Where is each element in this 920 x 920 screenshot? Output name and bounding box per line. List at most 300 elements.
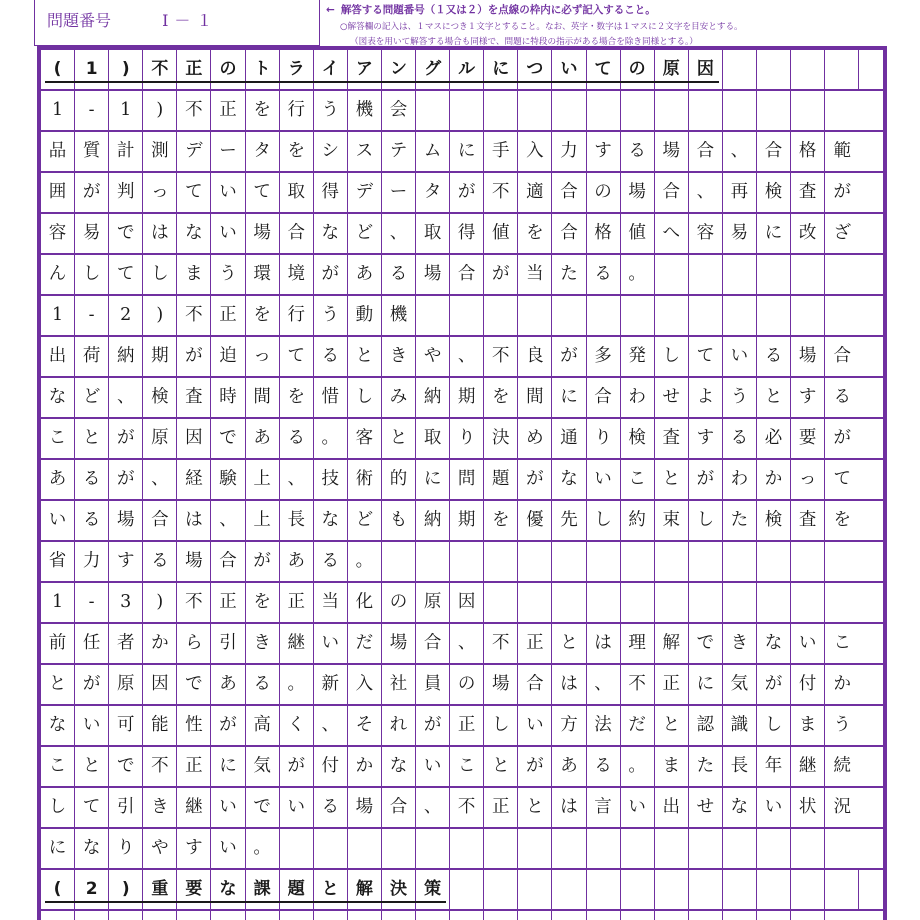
grid-cell[interactable]: 因 (450, 583, 484, 622)
grid-cell[interactable] (484, 911, 518, 920)
grid-cell[interactable]: が (246, 542, 280, 581)
grid-cell[interactable]: 取 (416, 419, 450, 458)
grid-cell[interactable]: れ (382, 706, 416, 745)
grid-cell[interactable]: 場 (791, 337, 825, 376)
grid-cell[interactable]: な (177, 214, 211, 253)
grid-cell[interactable] (450, 870, 484, 909)
grid-cell[interactable] (689, 583, 723, 622)
grid-cell[interactable]: に (211, 747, 245, 786)
grid-cell[interactable]: る (314, 542, 348, 581)
grid-cell[interactable] (382, 911, 416, 920)
grid-cell[interactable]: 正 (518, 624, 552, 663)
grid-cell[interactable]: 測 (143, 132, 177, 171)
grid-cell[interactable]: 性 (177, 706, 211, 745)
grid-cell[interactable]: 、 (109, 378, 143, 417)
grid-cell[interactable]: 可 (109, 706, 143, 745)
grid-cell[interactable]: こ (621, 460, 655, 499)
grid-cell[interactable] (689, 829, 723, 868)
grid-cell[interactable]: 場 (655, 132, 689, 171)
grid-cell[interactable]: 良 (518, 337, 552, 376)
grid-cell[interactable]: ー (382, 173, 416, 212)
grid-cell[interactable]: - (75, 91, 109, 130)
grid-cell[interactable]: 不 (143, 50, 177, 89)
grid-cell[interactable]: 場 (621, 173, 655, 212)
grid-cell[interactable]: 解 (348, 870, 382, 909)
grid-cell[interactable]: 合 (518, 665, 552, 704)
grid-cell[interactable]: へ (655, 214, 689, 253)
grid-cell[interactable]: 因 (177, 419, 211, 458)
grid-cell[interactable]: 問 (450, 460, 484, 499)
grid-cell[interactable] (280, 829, 314, 868)
grid-cell[interactable] (552, 91, 586, 130)
grid-cell[interactable]: 不 (484, 337, 518, 376)
grid-cell[interactable]: が (833, 181, 851, 202)
grid-cell[interactable]: や (416, 337, 450, 376)
grid-cell[interactable] (621, 296, 655, 335)
grid-cell[interactable]: が (757, 665, 791, 704)
grid-cell[interactable]: わ (723, 460, 757, 499)
grid-cell[interactable]: 策 (416, 870, 450, 909)
grid-cell[interactable]: か (143, 624, 177, 663)
grid-cell[interactable]: す (177, 829, 211, 868)
grid-cell[interactable]: し (348, 378, 382, 417)
grid-cell[interactable] (518, 542, 552, 581)
grid-cell[interactable]: し (75, 255, 109, 294)
grid-cell[interactable]: な (41, 378, 75, 417)
grid-cell[interactable]: 束 (655, 501, 689, 540)
grid-cell[interactable]: が (280, 747, 314, 786)
grid-cell[interactable] (791, 91, 825, 130)
grid-cell[interactable]: が (75, 665, 109, 704)
grid-cell[interactable]: 因 (143, 665, 177, 704)
grid-cell[interactable]: に (41, 829, 75, 868)
grid-cell[interactable]: り (109, 829, 143, 868)
grid-cell[interactable]: よ (689, 378, 723, 417)
grid-cell[interactable]: 認 (689, 706, 723, 745)
grid-cell[interactable]: な (382, 747, 416, 786)
grid-cell[interactable]: ど (348, 501, 382, 540)
grid-cell[interactable] (484, 829, 518, 868)
grid-cell[interactable]: す (587, 132, 621, 171)
grid-cell[interactable]: せ (689, 788, 723, 827)
grid-cell[interactable]: い (211, 173, 245, 212)
grid-cell[interactable] (552, 296, 586, 335)
grid-cell[interactable]: て (75, 788, 109, 827)
grid-cell[interactable]: 不 (177, 91, 211, 130)
grid-cell[interactable]: 客 (348, 419, 382, 458)
grid-cell[interactable] (552, 583, 586, 622)
grid-cell[interactable]: ) (109, 50, 143, 89)
grid-cell[interactable]: か (833, 673, 851, 694)
grid-cell[interactable] (416, 829, 450, 868)
grid-cell[interactable]: 能 (143, 706, 177, 745)
grid-cell[interactable]: 場 (382, 624, 416, 663)
grid-cell[interactable]: 識 (723, 706, 757, 745)
grid-cell[interactable] (655, 911, 689, 920)
grid-cell[interactable]: の (450, 665, 484, 704)
grid-cell[interactable]: ( (41, 870, 75, 909)
grid-cell[interactable]: が (450, 173, 484, 212)
grid-cell[interactable] (655, 542, 689, 581)
grid-cell[interactable]: を (484, 501, 518, 540)
grid-cell[interactable]: 約 (621, 501, 655, 540)
grid-cell[interactable]: て (587, 50, 621, 89)
grid-cell[interactable] (143, 911, 177, 920)
grid-cell[interactable] (723, 91, 757, 130)
grid-cell[interactable]: 再 (723, 173, 757, 212)
grid-cell[interactable]: き (246, 624, 280, 663)
grid-cell[interactable]: る (75, 460, 109, 499)
grid-cell[interactable]: の (587, 173, 621, 212)
grid-cell[interactable] (655, 829, 689, 868)
grid-cell[interactable]: 検 (757, 173, 791, 212)
grid-cell[interactable]: か (348, 747, 382, 786)
grid-cell[interactable]: し (689, 501, 723, 540)
grid-cell[interactable]: 1 (41, 296, 75, 335)
grid-cell[interactable]: イ (314, 50, 348, 89)
grid-cell[interactable]: な (757, 624, 791, 663)
grid-cell[interactable]: き (382, 337, 416, 376)
grid-cell[interactable]: い (41, 501, 75, 540)
grid-cell[interactable]: る (314, 788, 348, 827)
grid-cell[interactable]: を (280, 132, 314, 171)
grid-cell[interactable]: 社 (382, 665, 416, 704)
grid-cell[interactable] (655, 255, 689, 294)
grid-cell[interactable]: と (484, 747, 518, 786)
grid-cell[interactable] (518, 911, 552, 920)
grid-cell[interactable]: な (314, 501, 348, 540)
grid-cell[interactable]: デ (177, 132, 211, 171)
grid-cell[interactable] (518, 870, 552, 909)
grid-cell[interactable]: グ (416, 50, 450, 89)
grid-cell[interactable] (723, 583, 757, 622)
grid-cell[interactable]: 取 (416, 214, 450, 253)
grid-cell[interactable] (655, 91, 689, 130)
grid-cell[interactable] (757, 583, 791, 622)
grid-cell[interactable] (825, 296, 859, 335)
grid-cell[interactable]: い (211, 788, 245, 827)
grid-cell[interactable]: す (109, 542, 143, 581)
grid-cell[interactable]: 迫 (211, 337, 245, 376)
grid-cell[interactable]: あ (280, 542, 314, 581)
grid-cell[interactable]: 合 (689, 132, 723, 171)
grid-cell[interactable]: 合 (587, 378, 621, 417)
grid-cell[interactable]: 格 (587, 214, 621, 253)
grid-cell[interactable]: 品 (41, 132, 75, 171)
grid-cell[interactable]: は (177, 501, 211, 540)
grid-cell[interactable]: 長 (723, 747, 757, 786)
grid-cell[interactable]: 機 (348, 91, 382, 130)
grid-cell[interactable] (587, 296, 621, 335)
grid-cell[interactable]: 合 (416, 624, 450, 663)
grid-cell[interactable]: 査 (177, 378, 211, 417)
grid-cell[interactable]: に (484, 50, 518, 89)
grid-cell[interactable]: う (723, 378, 757, 417)
grid-cell[interactable]: て (246, 173, 280, 212)
grid-cell[interactable]: い (757, 788, 791, 827)
grid-cell[interactable]: と (518, 788, 552, 827)
grid-cell[interactable] (621, 583, 655, 622)
grid-cell[interactable]: う (314, 296, 348, 335)
grid-cell[interactable] (552, 829, 586, 868)
grid-cell[interactable]: を (484, 378, 518, 417)
grid-cell[interactable]: 、 (211, 501, 245, 540)
grid-cell[interactable] (723, 911, 757, 920)
grid-cell[interactable]: す (689, 419, 723, 458)
grid-cell[interactable]: 納 (109, 337, 143, 376)
grid-cell[interactable]: 合 (552, 173, 586, 212)
grid-cell[interactable]: 荷 (75, 337, 109, 376)
grid-cell[interactable]: が (833, 427, 851, 448)
grid-cell[interactable]: っ (791, 460, 825, 499)
grid-cell[interactable]: き (723, 624, 757, 663)
grid-cell[interactable]: て (833, 468, 851, 489)
grid-cell[interactable] (723, 50, 757, 89)
grid-cell[interactable]: た (689, 747, 723, 786)
grid-cell[interactable]: 況 (833, 796, 851, 817)
grid-cell[interactable]: の (621, 50, 655, 89)
grid-cell[interactable]: 上 (246, 501, 280, 540)
grid-cell[interactable] (314, 911, 348, 920)
grid-cell[interactable]: る (382, 255, 416, 294)
grid-cell[interactable]: 新 (314, 665, 348, 704)
grid-cell[interactable]: が (314, 255, 348, 294)
grid-cell[interactable] (757, 91, 791, 130)
grid-cell[interactable] (689, 91, 723, 130)
grid-cell[interactable]: い (791, 624, 825, 663)
grid-cell[interactable] (484, 296, 518, 335)
grid-cell[interactable]: 高 (246, 706, 280, 745)
grid-cell[interactable] (825, 91, 859, 130)
grid-cell[interactable]: 場 (416, 255, 450, 294)
grid-cell[interactable]: 不 (143, 747, 177, 786)
grid-cell[interactable]: 解 (655, 624, 689, 663)
grid-cell[interactable]: ど (348, 214, 382, 253)
grid-cell[interactable]: で (689, 624, 723, 663)
grid-cell[interactable]: 場 (109, 501, 143, 540)
grid-cell[interactable]: ん (41, 255, 75, 294)
grid-cell[interactable]: 原 (143, 419, 177, 458)
grid-cell[interactable] (689, 542, 723, 581)
grid-cell[interactable]: 。 (348, 542, 382, 581)
grid-cell[interactable]: が (552, 337, 586, 376)
grid-cell[interactable]: い (280, 788, 314, 827)
grid-cell[interactable]: と (348, 337, 382, 376)
grid-cell[interactable]: 合 (552, 214, 586, 253)
grid-cell[interactable]: た (723, 501, 757, 540)
grid-cell[interactable]: あ (41, 460, 75, 499)
grid-cell[interactable]: 上 (246, 460, 280, 499)
grid-cell[interactable]: 不 (177, 296, 211, 335)
grid-cell[interactable] (791, 255, 825, 294)
grid-cell[interactable] (75, 911, 109, 920)
grid-cell[interactable]: 容 (41, 214, 75, 253)
grid-cell[interactable]: 囲 (41, 173, 75, 212)
question-number-box[interactable] (34, 0, 320, 46)
grid-cell[interactable] (416, 542, 450, 581)
grid-cell[interactable]: 不 (484, 624, 518, 663)
grid-cell[interactable]: 理 (621, 624, 655, 663)
grid-cell[interactable]: る (246, 665, 280, 704)
grid-cell[interactable]: 容 (689, 214, 723, 253)
grid-cell[interactable]: 、 (143, 460, 177, 499)
grid-cell[interactable]: 正 (177, 747, 211, 786)
grid-cell[interactable]: 合 (757, 132, 791, 171)
grid-cell[interactable]: こ (833, 632, 851, 653)
grid-cell[interactable]: に (552, 378, 586, 417)
grid-cell[interactable] (280, 911, 314, 920)
grid-cell[interactable]: い (723, 337, 757, 376)
grid-cell[interactable]: な (552, 460, 586, 499)
grid-cell[interactable]: 法 (587, 706, 621, 745)
grid-cell[interactable]: で (109, 214, 143, 253)
grid-cell[interactable]: っ (246, 337, 280, 376)
grid-cell[interactable]: が (518, 460, 552, 499)
grid-cell[interactable]: 的 (382, 460, 416, 499)
grid-cell[interactable]: 間 (246, 378, 280, 417)
grid-cell[interactable] (757, 255, 791, 294)
grid-cell[interactable] (723, 829, 757, 868)
grid-cell[interactable] (587, 870, 621, 909)
grid-cell[interactable]: 合 (655, 173, 689, 212)
grid-cell[interactable]: 1 (109, 91, 143, 130)
grid-cell[interactable]: 決 (382, 870, 416, 909)
answer-grid[interactable] (37, 46, 887, 920)
grid-cell[interactable] (757, 296, 791, 335)
grid-cell[interactable]: い (587, 460, 621, 499)
grid-cell[interactable]: や (143, 829, 177, 868)
grid-cell[interactable]: ム (416, 132, 450, 171)
grid-cell[interactable] (416, 911, 450, 920)
grid-cell[interactable]: 、 (382, 214, 416, 253)
grid-cell[interactable]: 、 (416, 788, 450, 827)
grid-cell[interactable]: に (757, 214, 791, 253)
grid-cell[interactable]: 継 (791, 747, 825, 786)
grid-cell[interactable] (484, 870, 518, 909)
grid-cell[interactable]: 正 (450, 706, 484, 745)
grid-cell[interactable]: く (280, 706, 314, 745)
grid-cell[interactable]: 範 (833, 140, 851, 161)
grid-cell[interactable] (791, 296, 825, 335)
grid-cell[interactable] (246, 911, 280, 920)
grid-cell[interactable]: 、 (689, 173, 723, 212)
grid-cell[interactable]: ど (75, 378, 109, 417)
grid-cell[interactable]: 、 (587, 665, 621, 704)
grid-cell[interactable]: 正 (211, 583, 245, 622)
grid-cell[interactable] (314, 829, 348, 868)
grid-cell[interactable]: 値 (484, 214, 518, 253)
grid-cell[interactable]: 継 (280, 624, 314, 663)
grid-cell[interactable]: か (757, 460, 791, 499)
grid-cell[interactable]: 験 (211, 460, 245, 499)
grid-cell[interactable]: を (280, 378, 314, 417)
grid-cell[interactable]: が (109, 460, 143, 499)
grid-cell[interactable]: 入 (348, 665, 382, 704)
grid-cell[interactable]: 計 (109, 132, 143, 171)
grid-cell[interactable]: ま (655, 747, 689, 786)
grid-cell[interactable]: と (552, 624, 586, 663)
grid-cell[interactable] (791, 583, 825, 622)
grid-cell[interactable]: 査 (791, 173, 825, 212)
grid-cell[interactable]: 原 (109, 665, 143, 704)
grid-cell[interactable]: つ (518, 50, 552, 89)
grid-cell[interactable]: 2 (109, 296, 143, 335)
grid-cell[interactable]: 適 (518, 173, 552, 212)
grid-cell[interactable]: せ (655, 378, 689, 417)
grid-cell[interactable]: 員 (416, 665, 450, 704)
grid-cell[interactable]: 環 (246, 255, 280, 294)
grid-cell[interactable] (587, 91, 621, 130)
grid-cell[interactable]: て (280, 337, 314, 376)
grid-cell[interactable]: 入 (518, 132, 552, 171)
grid-cell[interactable]: 題 (280, 870, 314, 909)
grid-cell[interactable]: 納 (416, 501, 450, 540)
grid-cell[interactable] (757, 542, 791, 581)
grid-cell[interactable]: 出 (41, 337, 75, 376)
grid-cell[interactable]: ) (143, 91, 177, 130)
grid-cell[interactable]: と (655, 460, 689, 499)
grid-cell[interactable]: き (143, 788, 177, 827)
grid-cell[interactable]: 言 (587, 788, 621, 827)
grid-cell[interactable]: 出 (655, 788, 689, 827)
grid-cell[interactable]: と (757, 378, 791, 417)
grid-cell[interactable]: ー (211, 132, 245, 171)
grid-cell[interactable]: は (552, 788, 586, 827)
grid-cell[interactable]: る (587, 255, 621, 294)
grid-cell[interactable]: う (314, 91, 348, 130)
grid-cell[interactable] (689, 296, 723, 335)
grid-cell[interactable]: と (655, 706, 689, 745)
grid-cell[interactable]: タ (246, 132, 280, 171)
grid-cell[interactable] (552, 870, 586, 909)
grid-cell[interactable]: 間 (518, 378, 552, 417)
grid-cell[interactable]: 易 (75, 214, 109, 253)
grid-cell[interactable] (655, 870, 689, 909)
grid-cell[interactable] (382, 829, 416, 868)
grid-cell[interactable]: と (41, 665, 75, 704)
grid-cell[interactable]: 1 (41, 91, 75, 130)
grid-cell[interactable]: 付 (314, 747, 348, 786)
grid-cell[interactable]: 引 (109, 788, 143, 827)
grid-cell[interactable] (41, 911, 75, 920)
grid-cell[interactable]: い (314, 624, 348, 663)
grid-cell[interactable]: 続 (833, 755, 851, 776)
grid-cell[interactable]: が (211, 706, 245, 745)
grid-cell[interactable]: 境 (280, 255, 314, 294)
grid-cell[interactable] (587, 911, 621, 920)
grid-cell[interactable]: て (177, 173, 211, 212)
grid-cell[interactable]: ら (177, 624, 211, 663)
grid-cell[interactable]: 付 (791, 665, 825, 704)
grid-cell[interactable] (621, 829, 655, 868)
grid-cell[interactable]: デ (348, 173, 382, 212)
grid-cell[interactable]: 質 (75, 132, 109, 171)
grid-cell[interactable] (825, 542, 859, 581)
grid-cell[interactable]: 1 (75, 50, 109, 89)
grid-cell[interactable] (791, 911, 825, 920)
grid-cell[interactable]: 不 (484, 173, 518, 212)
grid-cell[interactable]: が (689, 460, 723, 499)
grid-cell[interactable]: し (655, 337, 689, 376)
grid-cell[interactable] (791, 829, 825, 868)
question-number-value[interactable]: Ⅰ－１ (162, 11, 219, 30)
grid-cell[interactable]: 、 (280, 460, 314, 499)
grid-cell[interactable]: る (314, 337, 348, 376)
grid-cell[interactable]: る (757, 337, 791, 376)
grid-cell[interactable] (825, 50, 859, 89)
grid-cell[interactable]: る (75, 501, 109, 540)
grid-cell[interactable]: ラ (280, 50, 314, 89)
